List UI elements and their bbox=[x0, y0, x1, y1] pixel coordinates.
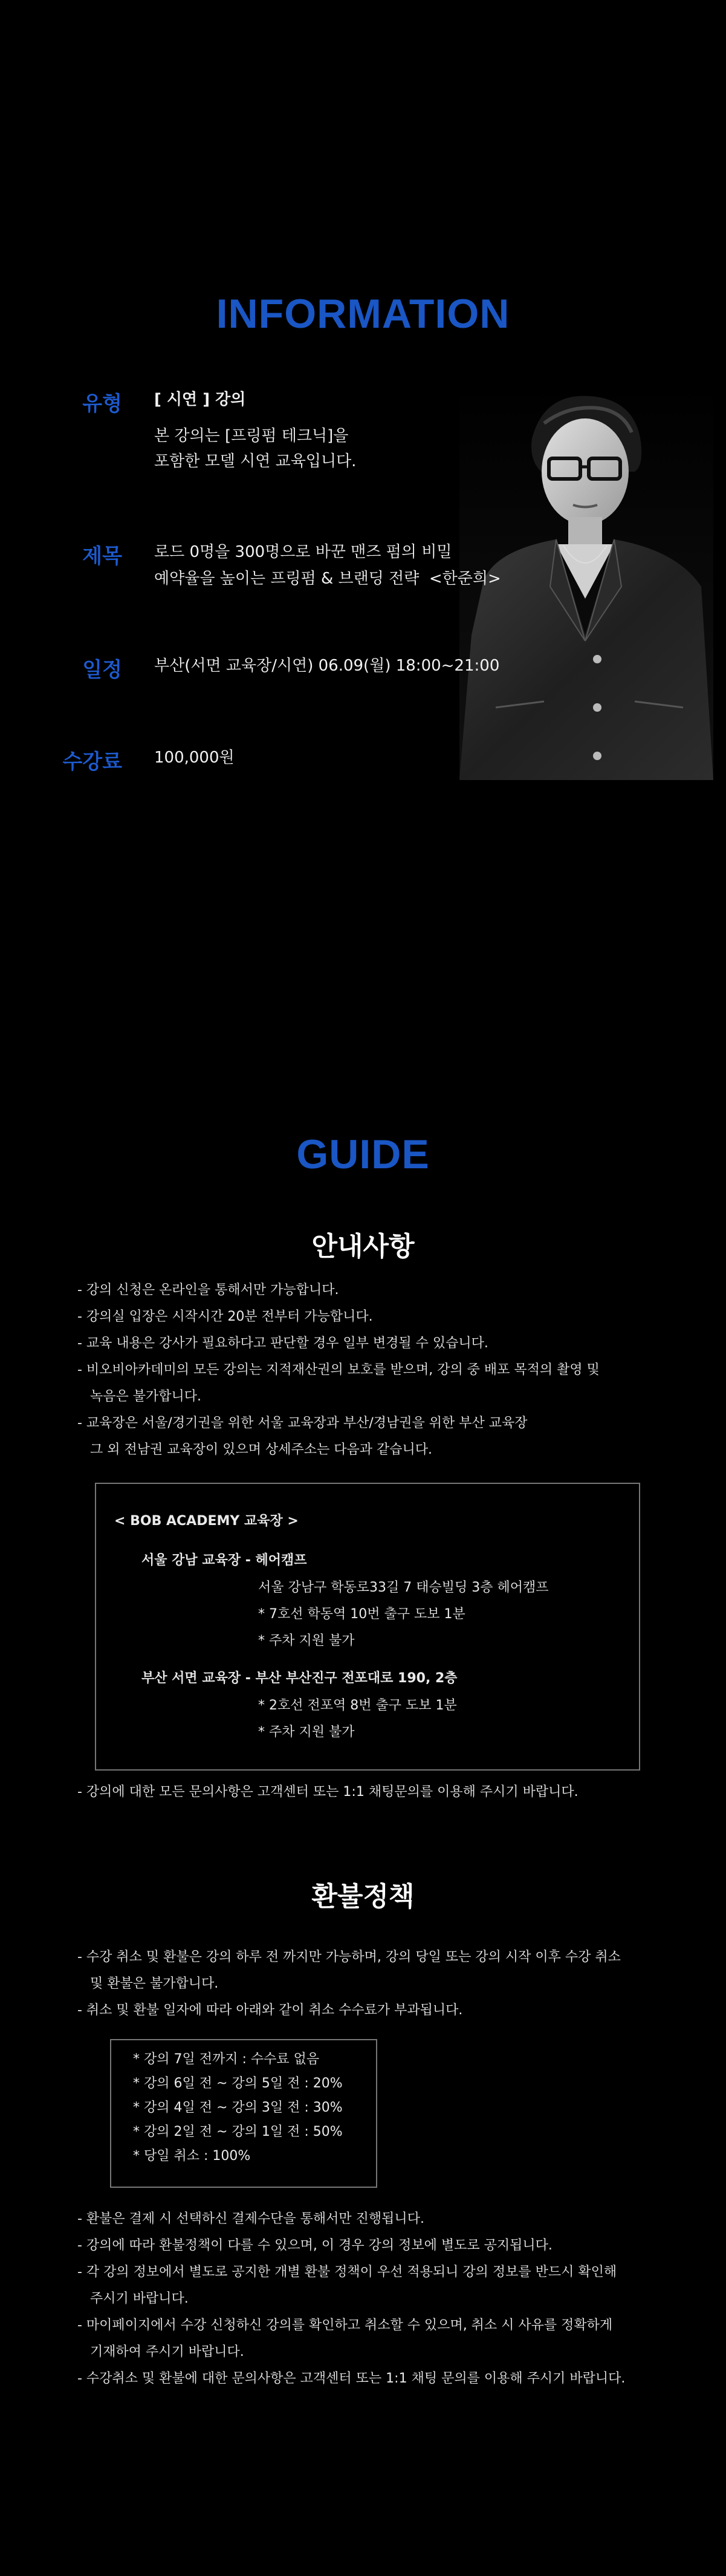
info-value-type-line1: [ 시연 ] 강의 bbox=[154, 391, 246, 409]
notice-line: 녹음은 불가합니다. bbox=[77, 1389, 201, 1404]
info-label-type: 유형 bbox=[82, 392, 122, 416]
refund-line: - 마이페이지에서 수강 신청하신 강의를 확인하고 취소할 수 있으며, 취소 시 사유를 정확하게 bbox=[77, 2318, 613, 2333]
fee-list bbox=[133, 2047, 343, 2168]
fee-line: * 강의 6일 전 ~ 강의 5일 전 : 20% bbox=[133, 2076, 343, 2091]
info-label-fee: 수강료 bbox=[62, 750, 122, 774]
fee-line: * 강의 7일 전까지 : 수수료 없음 bbox=[133, 2052, 320, 2067]
info-value-fee: 100,000원 bbox=[154, 749, 235, 767]
notice-list bbox=[77, 1277, 600, 1463]
information-heading: INFORMATION bbox=[216, 291, 510, 337]
seoul-detail-line: * 주차 지원 불가 bbox=[258, 1633, 355, 1648]
refund-line: 기재하여 주시기 바랍니다. bbox=[77, 2344, 244, 2360]
seoul-detail-line: * 7호선 학동역 10번 출구 도보 1분 bbox=[258, 1607, 465, 1622]
busan-detail-line: * 2호선 전포역 8번 출구 도보 1분 bbox=[258, 1698, 457, 1713]
info-value-schedule: 부산(서면 교육장/시연) 06.09(월) 18:00~21:00 bbox=[154, 657, 500, 675]
fee-line: * 강의 4일 전 ~ 강의 3일 전 : 30% bbox=[133, 2100, 343, 2115]
info-value-type-line2: 본 강의는 [프링펌 테크닉]을 bbox=[154, 427, 349, 445]
seoul-location-name: 서울 강남 교육장 - 헤어캠프 bbox=[141, 1553, 307, 1568]
info-value-title-line1: 로드 0명을 300명으로 바꾼 맨즈 펌의 비밀 bbox=[154, 543, 452, 561]
refund-line: - 수강 취소 및 환불은 강의 하루 전 까지만 가능하며, 강의 당일 또는 강의 시작 이후 수강 취소 bbox=[77, 1950, 621, 1965]
refund-line: 및 환불은 불가합니다. bbox=[77, 1976, 219, 1991]
notice-line: 그 외 전남권 교육장이 있으며 상세주소는 다음과 같습니다. bbox=[77, 1442, 432, 1457]
info-value-type-line3: 포함한 모델 시연 교육입니다. bbox=[154, 452, 357, 470]
fee-line: * 당일 취소 : 100% bbox=[133, 2148, 251, 2164]
refund-title: 환불정책 bbox=[311, 1881, 415, 1912]
refund-line: - 수강취소 및 환불에 대한 문의사항은 고객센터 또는 1:1 채팅 문의를 이용해 주시기 바랍니다. bbox=[77, 2371, 626, 2386]
notice-line: - 비오비아카데미의 모든 강의는 지적재산권의 보호를 받으며, 강의 중 배포 목적의 촬영 및 bbox=[77, 1362, 600, 1377]
busan-location-name: 부산 서면 교육장 - 부산 부산진구 전포대로 190, 2층 bbox=[141, 1671, 458, 1686]
fee-line: * 강의 2일 전 ~ 강의 1일 전 : 50% bbox=[133, 2124, 343, 2139]
refund-list-top bbox=[77, 1944, 621, 2024]
notice-title: 안내사항 bbox=[311, 1231, 415, 1262]
seoul-detail-line: 서울 강남구 학동로33길 7 태승빌딩 3층 헤어캠프 bbox=[258, 1580, 549, 1595]
guide-heading: GUIDE bbox=[296, 1131, 430, 1177]
academy-box-title: < BOB ACADEMY 교육장 > bbox=[114, 1514, 299, 1529]
inquiry-line: - 강의에 대한 모든 문의사항은 고객센터 또는 1:1 채팅문의를 이용해 주시기 바랍니다. bbox=[77, 1784, 579, 1800]
academy-location-box bbox=[95, 1483, 640, 1771]
cancellation-fee-box bbox=[110, 2039, 377, 2188]
info-value-title-line2: 예약율을 높이는 프링펌 & 브랜딩 전략 <한준희> bbox=[154, 570, 501, 588]
info-label-title: 제목 bbox=[82, 544, 122, 568]
notice-line: - 교육 내용은 강사가 필요하다고 판단할 경우 일부 변경될 수 있습니다. bbox=[77, 1336, 488, 1351]
refund-line: - 각 강의 정보에서 별도로 공지한 개별 환불 정책이 우선 적용되니 강의 정보를 반드시 확인해 bbox=[77, 2265, 617, 2280]
notice-line: - 교육장은 서울/경기권을 위한 서울 교육장과 부산/경남권을 위한 부산 교육장 bbox=[77, 1416, 528, 1431]
refund-line: - 강의에 따라 환불정책이 다를 수 있으며, 이 경우 강의 정보에 별도로 공지됩니다. bbox=[77, 2238, 553, 2253]
refund-line: 주시기 바랍니다. bbox=[77, 2291, 189, 2306]
info-label-schedule: 일정 bbox=[82, 658, 122, 682]
notice-line: - 강의 신청은 온라인을 통해서만 가능합니다. bbox=[77, 1283, 339, 1298]
refund-line: - 환불은 결제 시 선택하신 결제수단을 통해서만 진행됩니다. bbox=[77, 2211, 424, 2226]
refund-list-bottom bbox=[77, 2206, 625, 2392]
notice-line: - 강의실 입장은 시작시간 20분 전부터 가능합니다. bbox=[77, 1309, 373, 1324]
busan-detail-line: * 주차 지원 불가 bbox=[258, 1725, 355, 1740]
busan-location-details bbox=[258, 1693, 457, 1746]
seoul-location-details bbox=[258, 1575, 549, 1654]
refund-line: - 취소 및 환불 일자에 따라 아래와 같이 취소 수수료가 부과됩니다. bbox=[77, 2003, 463, 2018]
